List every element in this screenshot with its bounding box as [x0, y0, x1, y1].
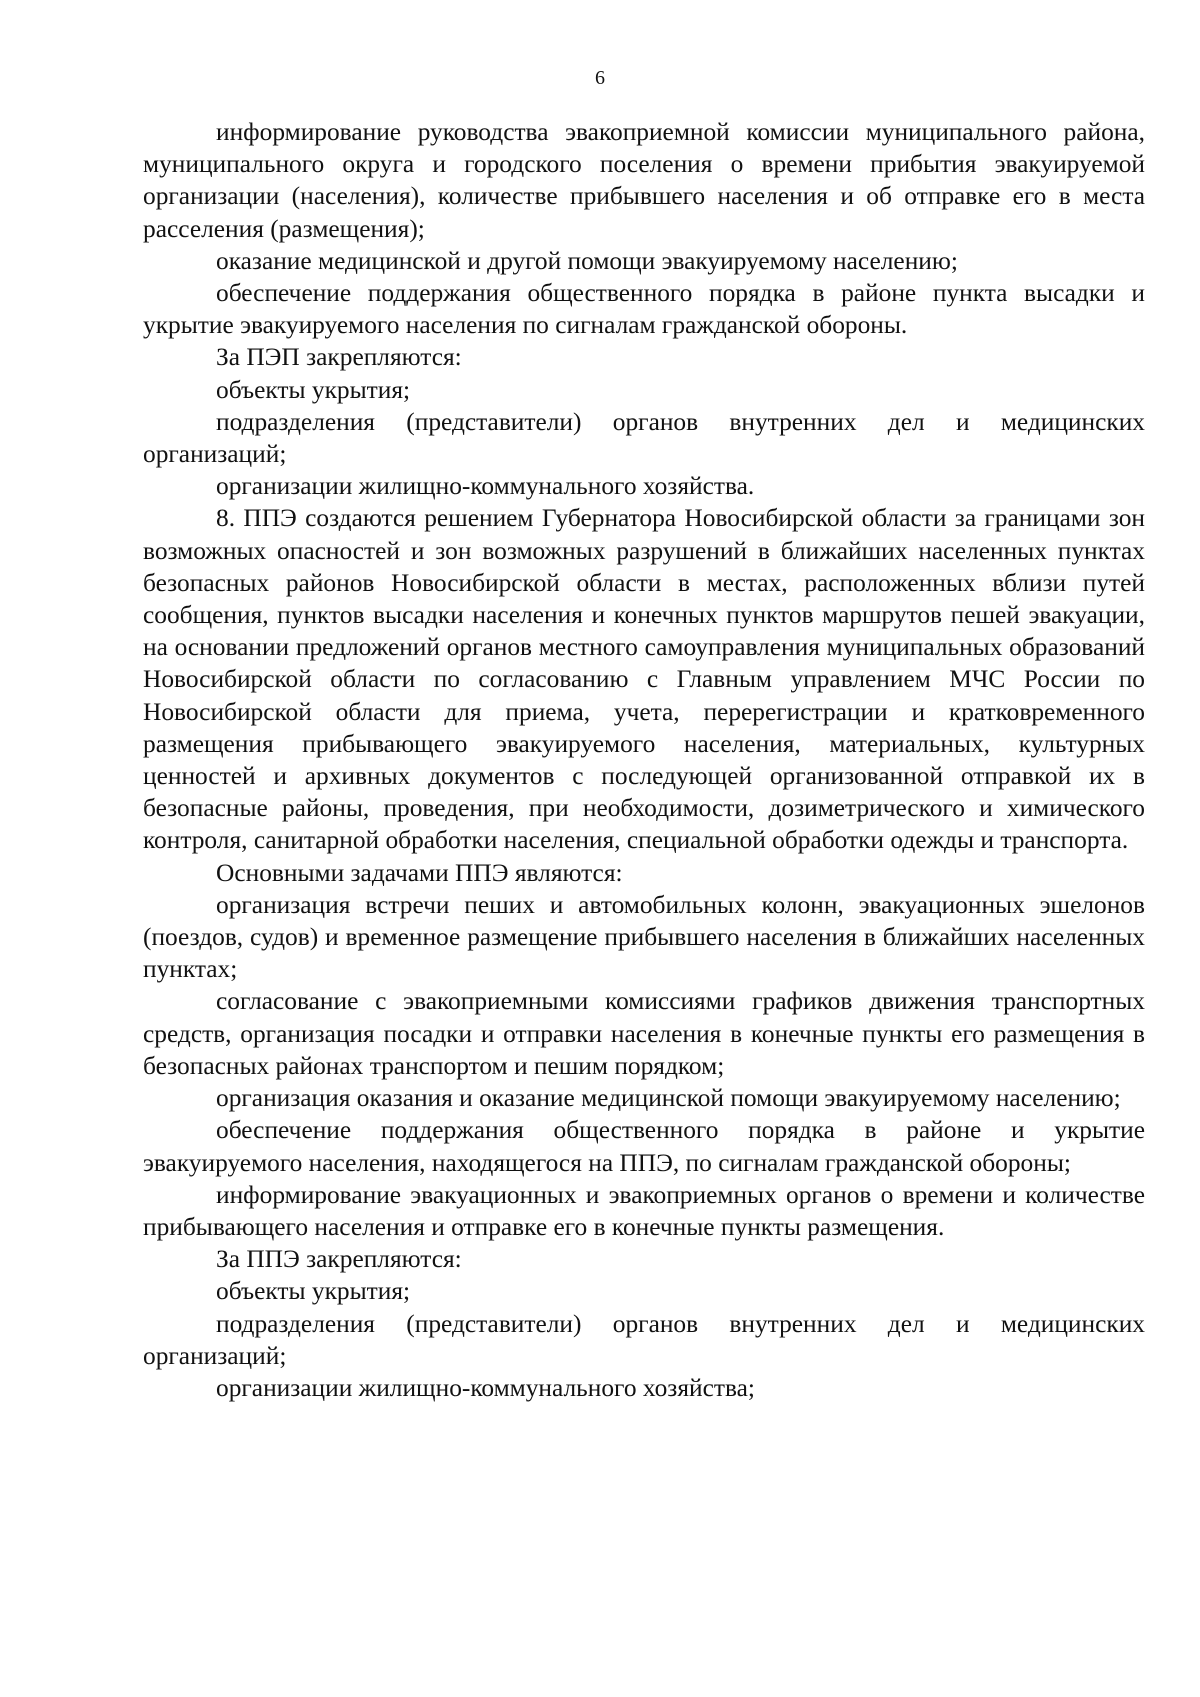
paragraph: организации жилищно-коммунального хозяйства; — [216, 1373, 755, 1402]
paragraph: согласование с эвакоприемными комиссиями графиков движения транспортных средств, организация посадки и отправки населения в конечные пункты его размещения в безопасных районах транспортом и пешим порядком; — [143, 987, 1145, 1080]
paragraph: обеспечение поддержания общественного порядка в районе и укрытие эвакуируемого населения, находящегося на ППЭ, по сигналам гражданской обороны; — [143, 1116, 1145, 1177]
paragraph: организация встречи пеших и автомобильных колонн, эвакуационных эшелонов (поездов, судов) и временное размещение прибывшего населения в ближайших населенных пунктах; — [143, 890, 1145, 984]
paragraph: За ПЭП закрепляются: — [216, 343, 462, 372]
paragraph: информирование руководства эвакоприемной комиссии муниципального района, муниципального округа и городского поселения о времени прибытия эвакуируемой организации (населения), количестве прибывшего населения и об отправке его в места расселения (размещения); — [143, 118, 1145, 243]
paragraph: За ППЭ закрепляются: — [216, 1245, 462, 1274]
paragraph: оказание медицинской и другой помощи эвакуируемому населению; — [216, 246, 958, 275]
paragraph: Основными задачами ППЭ являются: — [216, 858, 623, 887]
paragraph: организации жилищно-коммунального хозяйства. — [216, 472, 755, 501]
paragraph: обеспечение поддержания общественного порядка в районе пункта высадки и укрытие эвакуируемого населения по сигналам гражданской обороны. — [143, 279, 1145, 340]
page-number: 6 — [595, 67, 605, 89]
paragraph: подразделения (представители) органов внутренних дел и медицинских организаций; — [143, 407, 1145, 469]
paragraph: объекты укрытия; — [216, 375, 411, 404]
paragraph: организация оказания и оказание медицинской помощи эвакуируемому населению; — [216, 1084, 1121, 1113]
document-body — [143, 116, 1145, 1404]
paragraph: подразделения (представители) органов внутренних дел и медицинских организаций; — [143, 1309, 1145, 1370]
paragraph: 8. ППЭ создаются решением Губернатора Новосибирской области за границами зон возможных опасностей и зон возможных разрушений в ближайших населенных пунктах безопасных районов Новосибирской области в местах, расположенных вблизи путей сообщения, пунктов высадки населения и конечных пунктов маршрутов пешей эвакуации, на основании предложений органов местного самоуправления муниципальных образований Новосибирской области по согласованию с Главным управлением МЧС России по Новосибирской области для приема, учета, перерегистрации и кратковременного размещения прибывающего эвакуируемого населения, материальных, культурных ценностей и архивных документов с последующей организованной отправкой их в безопасные районы, проведения, при необходимости, дозиметрического и химического контроля, санитарной обработки населения, специальной обработки одежды и транспорта. — [143, 504, 1145, 855]
paragraph: информирование эвакуационных и эвакоприемных органов о времени и количестве прибывающего населения и отправке его в конечные пункты размещения. — [143, 1180, 1145, 1241]
paragraph: объекты укрытия; — [216, 1277, 411, 1306]
